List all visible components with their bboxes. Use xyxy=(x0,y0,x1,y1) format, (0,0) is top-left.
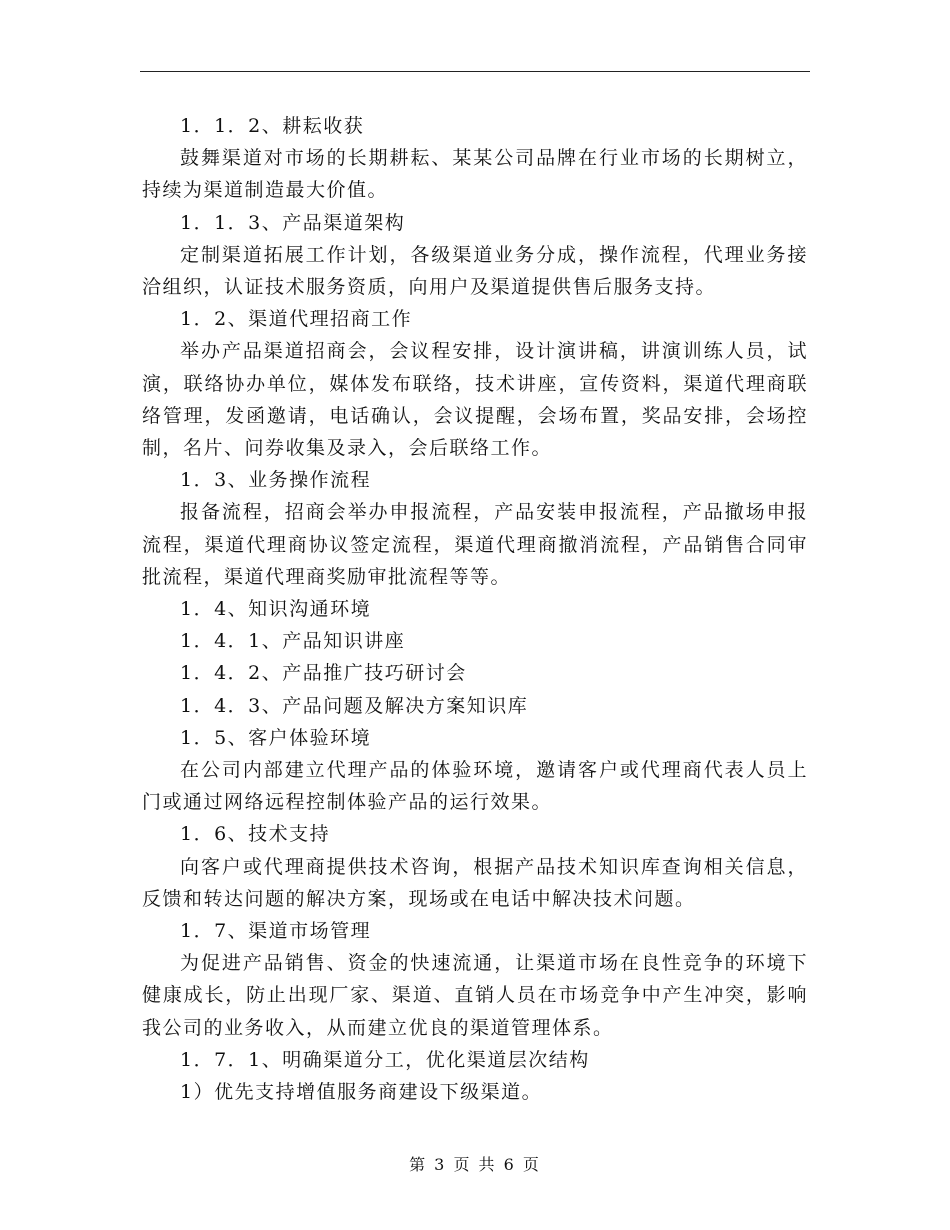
section-heading: 1．4．1、产品知识讲座 xyxy=(180,630,406,653)
body-paragraph: 举办产品渠道招商会，会议程安排，设计演讲稿，讲演训练人员，试演，联络协办单位，媒体发布联络，技术讲座，宣传资料，渠道代理商联络管理，发函邀请，电话确认，会议提醒，会场布置，奖品安排，会场控制，名片、问券收集及录入，会后联络工作。 xyxy=(142,340,808,460)
section-heading: 1．5、客户体验环境 xyxy=(180,726,372,749)
section-heading: 1．7、渠道市场管理 xyxy=(180,920,372,943)
body-paragraph: 鼓舞渠道对市场的长期耕耘、某某公司品牌在行业市场的长期树立，持续为渠道制造最大价值。 xyxy=(142,147,808,202)
body-paragraph: 为促进产品销售、资金的快速流通，让渠道市场在良性竞争的环境下健康成长，防止出现厂家、渠道、直销人员在市场竞争中产生冲突，影响我公司的业务收入，从而建立优良的渠道管理体系。 xyxy=(142,952,808,1039)
body-paragraph: 报备流程，招商会举办申报流程，产品安装申报流程，产品撤场申报流程，渠道代理商协议签定流程，渠道代理商撤消流程，产品销售合同审批流程，渠道代理商奖励审批流程等等。 xyxy=(142,501,808,588)
body-paragraph: 在公司内部建立代理产品的体验环境，邀请客户或代理商代表人员上门或通过网络远程控制体验产品的运行效果。 xyxy=(142,759,808,814)
section-heading: 1．4．3、产品问题及解决方案知识库 xyxy=(180,694,529,717)
section-heading: 1．1．2、耕耘收获 xyxy=(180,115,365,137)
section-heading: 1．7．1、明确渠道分工，优化渠道层次结构 xyxy=(180,1048,590,1071)
list-item: 1）优先支持增值服务商建设下级渠道。 xyxy=(180,1081,543,1104)
section-heading: 1．2、渠道代理招商工作 xyxy=(180,308,413,331)
section-heading: 1．4、知识沟通环境 xyxy=(180,598,372,621)
body-paragraph: 定制渠道拓展工作计划，各级渠道业务分成，操作流程，代理业务接洽组织，认证技术服务资质，向用户及渠道提供售后服务支持。 xyxy=(142,243,808,299)
section-heading: 1．6、技术支持 xyxy=(180,823,331,846)
section-heading: 1．3、业务操作流程 xyxy=(180,469,372,492)
body-paragraph: 向客户或代理商提供技术咨询，根据产品技术知识库查询相关信息，反馈和转达问题的解决方案，现场或在电话中解决技术问题。 xyxy=(142,855,808,910)
page-footer: 第 3 页 共 6 页 xyxy=(409,1155,541,1174)
document-body xyxy=(142,110,808,1108)
header-rule xyxy=(140,71,810,72)
section-heading: 1．4．2、产品推广技巧研讨会 xyxy=(180,662,467,685)
section-heading: 1．1．3、产品渠道架构 xyxy=(180,211,406,234)
